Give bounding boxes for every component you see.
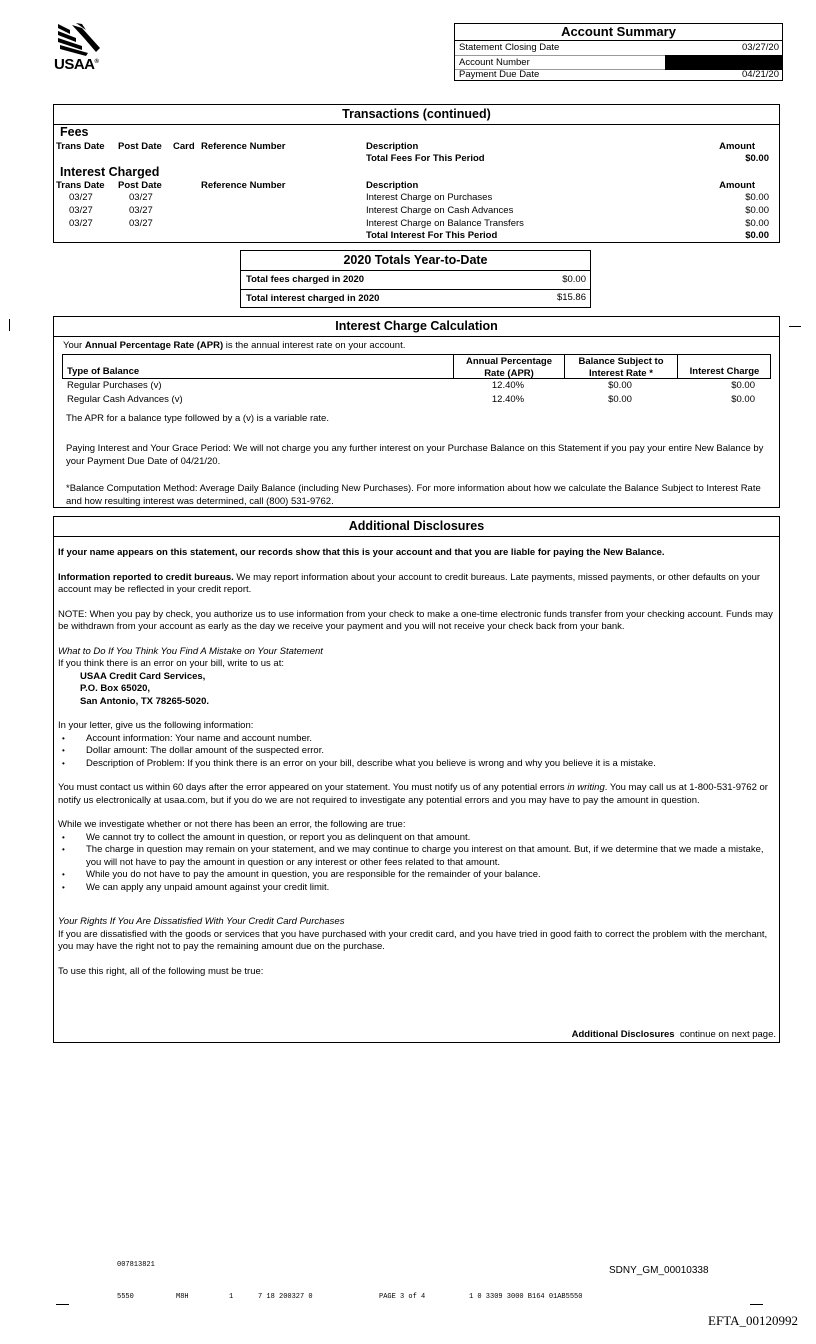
fees-col-post-date: Post Date <box>118 141 162 152</box>
usaa-logo <box>54 22 106 72</box>
footer-field: PAGE 3 of 4 <box>379 1293 426 1301</box>
footer-field: 7 18 200327 0 <box>258 1293 313 1301</box>
apr-intro <box>63 340 405 351</box>
interest-total-value: $0.00 <box>745 230 769 241</box>
apr-value: 12.40% <box>491 380 525 391</box>
post-date: 03/27 <box>129 205 153 216</box>
footer-field: M8H <box>176 1293 189 1301</box>
credit-bureau-text: We may report information about your account to credit bureaus. Late payments, missed payments, or other defaults on your account may be reflected in your credit report. <box>58 571 761 595</box>
interest-col-post-date: Post Date <box>118 180 162 191</box>
summary-row <box>455 56 782 70</box>
fees-heading: Fees <box>60 125 89 139</box>
footer-field: 1 0 3309 3000 B164 01AB5550 <box>469 1293 583 1301</box>
continue-text: continue on next page. <box>679 1029 776 1040</box>
fees-col-trans-date: Trans Date <box>56 141 105 152</box>
footer-field: 5550 <box>117 1293 134 1301</box>
rights-heading: Your Rights If You Are Dissatisfied With Your Credit Card Purchases <box>58 916 345 927</box>
apr-intro-post: is the annual interest rate on your account. <box>223 340 406 351</box>
amount: $0.00 <box>745 192 769 203</box>
balance-value: $0.00 <box>608 380 632 391</box>
apr-value: 12.40% <box>491 394 525 405</box>
apr-note: The APR for a balance type followed by a (v) is a variable rate. <box>66 413 329 424</box>
interest-col-description: Description <box>366 180 419 191</box>
liability-paragraph: If your name appears on this statement, our records show that this is your account and that you are liable for paying the New Balance. <box>58 547 665 558</box>
interest-calc-title: Interest Charge Calculation <box>54 317 779 337</box>
col-balance-subject <box>565 356 677 380</box>
col-type-of-balance: Type of Balance <box>67 366 140 377</box>
apr-intro-pre: Your <box>63 340 85 351</box>
post-date: 03/27 <box>129 192 153 203</box>
ytd-title: 2020 Totals Year-to-Date <box>241 251 590 271</box>
apr-intro-bold: Annual Percentage Rate (APR) <box>84 340 224 351</box>
col-apr-line2: Rate (APR) <box>484 368 534 379</box>
margin-mark <box>9 319 10 331</box>
continue-bold: Additional Disclosures <box>571 1029 675 1040</box>
disclosures-box <box>53 516 780 1043</box>
balance-type: Regular Cash Advances (v) <box>67 394 183 405</box>
footer-field: 1 <box>229 1293 234 1301</box>
list-item: • We cannot try to collect the amount in question, or report you as delinquent on that amount. <box>58 832 774 845</box>
address-line: San Antonio, TX 78265-5020. <box>80 695 209 707</box>
credit-bureau-bold: Information reported to credit bureaus. <box>58 571 234 583</box>
mailing-address <box>58 671 774 709</box>
address-line: P.O. Box 65020, <box>80 683 151 694</box>
letter-intro: In your letter, give us the following information: <box>58 720 254 731</box>
table-row <box>54 218 779 230</box>
summary-label: Statement Closing Date <box>459 42 560 53</box>
summary-value: 04/21/20 <box>742 69 779 80</box>
interest-col-reference: Reference Number <box>201 180 286 191</box>
apr-table-header <box>62 354 771 379</box>
interest-heading: Interest Charged <box>60 165 160 179</box>
fees-col-reference: Reference Number <box>201 141 286 152</box>
eagle-icon <box>56 22 102 56</box>
col-apr-line1: Annual Percentage <box>465 356 553 367</box>
list-item: • We can apply any unpaid amount against your credit limit. <box>58 882 774 895</box>
mistake-intro: If you think there is an error on your bill, write to us at: <box>58 658 284 669</box>
contact-post: . You may call us at 1-800-531-9762 or notify us electronically at usaa.com, but if you do we are not required to investigate any potential errors and you may have to pay the amount in question. <box>58 782 768 806</box>
col-balance-line1: Balance Subject to <box>578 356 664 367</box>
address-line: USAA Credit Card Services, <box>80 670 206 682</box>
account-summary-title: Account Summary <box>455 24 782 41</box>
disclosures-content <box>58 538 774 978</box>
footer-code: 007813821 <box>117 1261 155 1269</box>
margin-mark <box>56 1304 69 1305</box>
ytd-label: Total interest charged in 2020 <box>246 293 380 304</box>
disclosures-title: Additional Disclosures <box>54 517 779 537</box>
contact-pre: You must contact us within 60 days after the error appeared on your statement. You must notify us of any potential errors <box>58 782 568 793</box>
balance-value: $0.00 <box>608 394 632 405</box>
transactions-title: Transactions (continued) <box>54 105 779 125</box>
redaction-block <box>665 55 782 70</box>
ytd-value: $15.86 <box>556 292 586 303</box>
amount: $0.00 <box>745 218 769 229</box>
mistake-heading: What to Do If You Think You Find A Mistake on Your Statement <box>58 645 323 657</box>
contact-paragraph <box>58 782 774 807</box>
continue-note <box>572 1029 776 1040</box>
fees-col-description: Description <box>366 141 419 152</box>
col-interest-charge: Interest Charge <box>689 366 760 377</box>
description: Interest Charge on Balance Transfers <box>366 218 524 229</box>
margin-mark <box>789 326 801 327</box>
table-row <box>54 192 779 204</box>
list-item: • Account information: Your name and account number. <box>58 733 774 746</box>
fees-col-amount: Amount <box>719 141 755 152</box>
footer-line <box>117 1293 637 1303</box>
fees-col-card: Card <box>173 141 195 152</box>
grace-period-note: Paying Interest and Your Grace Period: We will not charge you any further interest on your Purchase Balance on this Statement if you pay your entire New Balance by your Payment Due Date of 04/21/20. <box>66 443 764 467</box>
trans-date: 03/27 <box>69 218 93 229</box>
summary-value: 03/27/20 <box>742 42 779 53</box>
col-apr <box>454 356 564 380</box>
summary-row <box>455 42 782 56</box>
rights-text: If you are dissatisfied with the goods or services that you have purchased with your credit card, and you have tried in good faith to correct the problem with the merchant, you may have the right not to pay the remaining amount due on the purchase. <box>58 928 768 952</box>
summary-row <box>455 69 782 81</box>
ytd-row <box>241 271 590 290</box>
ytd-row <box>241 290 590 308</box>
investigate-list <box>58 832 774 895</box>
interest-total-label: Total Interest For This Period <box>366 230 498 241</box>
balance-method-note: *Balance Computation Method: Average Daily Balance (including New Purchases). For more information about how we calculate the Balance Subject to Interest Rate and how resulting interest was determined, call (800) 531-9762. <box>66 483 761 507</box>
letter-list <box>58 733 774 771</box>
margin-mark <box>750 1304 763 1305</box>
check-note-paragraph: NOTE: When you pay by check, you authorize us to use information from your check to make a one-time electronic funds transfer from your checking account. Funds may be withdrawn from your account as early as the day we receive your payment and you will not receive your check back from your bank. <box>58 608 773 632</box>
rights-conditions: To use this right, all of the following must be true: <box>58 965 264 977</box>
efta-number: EFTA_00120992 <box>708 1313 798 1328</box>
balance-type: Regular Purchases (v) <box>67 380 162 391</box>
list-item: • The charge in question may remain on your statement, and we may continue to charge you interest on that amount. But, if we determine that we made a mistake, you will not have to pay the amount in question or any interest or other fees related to that amount. <box>58 844 774 869</box>
contact-italic: in writing <box>567 782 605 793</box>
interest-col-trans-date: Trans Date <box>56 180 105 191</box>
account-summary-box <box>454 23 783 81</box>
interest-calc-box <box>53 316 780 508</box>
list-item: • Description of Problem: If you think there is an error on your bill, describe what you believe is wrong and why you believe it is a mistake. <box>58 758 774 771</box>
trans-date: 03/27 <box>69 192 93 203</box>
charge-value: $0.00 <box>731 394 755 405</box>
list-item: • While you do not have to pay the amount in question, you are responsible for the remainder of your balance. <box>58 869 774 882</box>
fees-total-value: $0.00 <box>745 153 769 164</box>
fees-total-label: Total Fees For This Period <box>366 153 485 164</box>
credit-bureau-paragraph <box>58 572 774 597</box>
description: Interest Charge on Cash Advances <box>366 205 514 216</box>
summary-label: Account Number <box>459 57 530 68</box>
charge-value: $0.00 <box>731 380 755 391</box>
ytd-value: $0.00 <box>562 274 586 285</box>
summary-label: Payment Due Date <box>459 69 540 80</box>
interest-col-amount: Amount <box>719 180 755 191</box>
trans-date: 03/27 <box>69 205 93 216</box>
post-date: 03/27 <box>129 218 153 229</box>
ytd-label: Total fees charged in 2020 <box>246 274 365 285</box>
transactions-box <box>53 104 780 243</box>
col-balance-line2: Interest Rate * <box>589 368 653 379</box>
logo-text: USAA <box>54 56 95 73</box>
amount: $0.00 <box>745 205 769 216</box>
registered-mark: ® <box>94 59 99 65</box>
bates-number: SDNY_GM_00010338 <box>609 1265 709 1276</box>
table-row <box>54 205 779 217</box>
table-row <box>62 394 771 407</box>
table-row <box>62 380 771 393</box>
description: Interest Charge on Purchases <box>366 192 493 203</box>
list-item: • Dollar amount: The dollar amount of the suspected error. <box>58 745 774 758</box>
investigate-intro: While we investigate whether or not there has been an error, the following are true: <box>58 819 406 830</box>
ytd-totals-box <box>240 250 591 308</box>
